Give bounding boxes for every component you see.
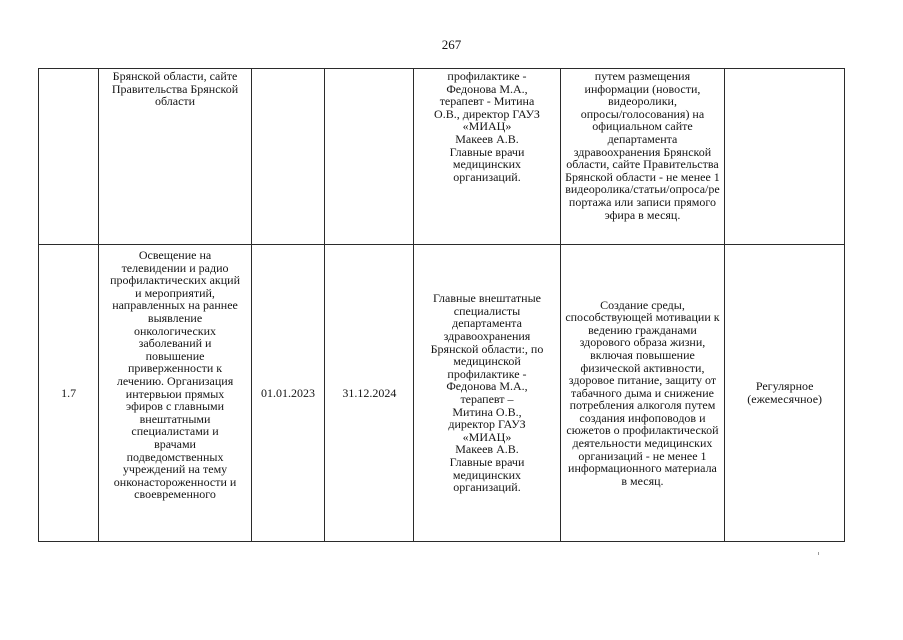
table-row <box>39 69 845 245</box>
cell-periodicity: Регулярное (ежемесячное) <box>725 245 845 542</box>
cell-responsible: Главные внештатные специалисты департамента здравоохранения Брянской области:, по медицинской профилактике - Федонова М.А., терапевт – Митина О.В., директор ГАУЗ «МИАЦ» Макеев А.В. Главные врачи медицинских организаций. <box>414 245 560 542</box>
cell-end-date <box>325 69 414 245</box>
table-row <box>39 245 845 542</box>
cell-periodicity <box>725 69 845 245</box>
cell-number: 1.7 <box>39 245 99 542</box>
cell-activity-name: Освещение на телевидении и радио профилактических акций и мероприятий, направленных на раннее выявление онкологических заболеваний и повышение приверженности к лечению. Организация интервьюи прямых эфиров с главными внештатными специалистами и врачами подведомственных учреждений на тему онконастороженности и своевременного <box>99 245 251 542</box>
cell-start-date: 01.01.2023 <box>251 245 325 542</box>
cell-responsible: профилактике - Федонова М.А., терапевт - Митина О.В., директор ГАУЗ «МИАЦ» Макеев А.В. Главные врачи медицинских организаций. <box>414 69 560 245</box>
cell-start-date <box>251 69 325 245</box>
cell-activity-name: Брянской области, сайте Правительства Брянской области <box>99 69 251 245</box>
page-number: 267 <box>441 37 462 52</box>
cell-number <box>39 69 99 245</box>
cell-result: путем размещения информации (новости, видеоролики, опросы/голосования) на официальном сайте департамента здравоохранения Брянской области, сайте Правительства Брянской области - не менее 1 видеоролика/статьи/опроса/ре портажа или записи прямого эфира в месяц. <box>560 69 725 245</box>
cell-result: Создание среды, способствующей мотивации к ведению гражданами здорового образа жизни, включая повышение физической активности, здоровое питание, защиту от табачного дыма и снижение потребления алкоголя путем создания инфоповодов и сюжетов о профилактической деятельности медицинских организаций - не менее 1 информационного материала в месяц. <box>560 245 725 542</box>
measures-table <box>38 68 845 542</box>
scan-speck <box>818 552 819 555</box>
cell-end-date: 31.12.2024 <box>325 245 414 542</box>
